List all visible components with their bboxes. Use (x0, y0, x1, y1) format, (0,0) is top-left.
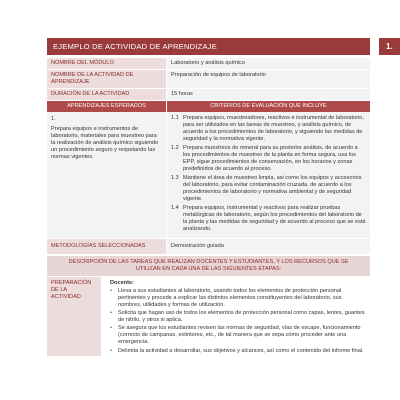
bullet-icon: • (110, 288, 112, 294)
criterio-text: Mantiene el área de muestreo limpia, asi como los equipos y accesorios del laboratorio, para evitar contaminación cruzada, de acuerdo a los procedimientos de laboratorio y normativa ambiental y de seguridad vigente. (183, 175, 362, 202)
activity-table (47, 58, 370, 356)
criterios-header: CRITERIOS DE EVALUACIÓN QUE INCLUYE (167, 101, 370, 112)
list-item (110, 310, 366, 324)
preparacion-label: PREPARACIÓN DE LA ACTIVIDAD (47, 277, 102, 356)
criterios-cell (167, 112, 370, 238)
criterio-item (171, 205, 366, 233)
bullet-text: Solicita que hagan uso de todos los elementos de protección personal como capas, lentes, guantes de nitrilo, y otros si aplica. (118, 310, 365, 324)
bullet-icon: • (110, 347, 112, 354)
aprendizaje-text: Prepara equipos e instrumentos de laboratorio, materiales para muestreo para la realización de análisis químico siguiendo un procedimiento seguro y respetando las normas vigentes. (51, 126, 159, 160)
criterio-text: Prepara muestreos de mineral para su posterior análisis, de acuerdo a los procedimientos de muestreo de la planta en forma segura, usa los EPP, sigue procedimientos de conservación, en los horarios y zonas predefinidos de acuerdo al proceso. (183, 145, 358, 172)
info-label: NOMBRE DEL MÓDULO (47, 58, 167, 70)
preparacion-row (47, 277, 370, 356)
criterio-text: Prepara equipos, instrumental y reactivos para realizar pruebas metalúrgicas de laboratorio, según los procedimientos del laboratorio de la planta y las medidas de seguridad y de acuerdo al proceso que se está analizando. (183, 205, 366, 232)
aprendizaje-cell (47, 112, 167, 238)
criterio-item (171, 145, 366, 173)
list-item (110, 325, 366, 346)
descripcion-header: DESCRIPCIÓN DE LAS TAREAS QUE REALIZAN DOCENTES Y ESTUDIANTES, Y LOS RECURSOS QUE SE UTILIZAN EN CADA UNA DE LAS SIGUIENTES ETAPAS: (47, 256, 370, 276)
metodologias-label: METODOLOGÍAS SELECCIONADAS (47, 239, 167, 255)
page-number: 1. (379, 38, 400, 55)
criterio-number: 1.1 (171, 115, 179, 121)
table-header-row (47, 101, 370, 112)
bullet-text: Delimita la actividad a desarrollar, sus objetivos y alcances, así como el contenido del informe final. (118, 347, 364, 354)
info-value: 15 horas (167, 89, 370, 101)
info-label: DURACIÓN DE LA ACTIVIDAD (47, 89, 167, 101)
preparacion-content (102, 277, 370, 356)
bullet-text: Se asegura que los estudiantes revisen las normas de seguridad, vías de escape, funcionamiento (correcto de campanas, extintores, etc., de tal manera que se sepa cómo proceder ante una emergencia. (118, 325, 361, 346)
bullet-icon: • (110, 310, 112, 317)
info-label: NOMBRE DE LA ACTIVIDAD DE APRENDIZAJE (47, 70, 167, 89)
metodologias-row (47, 239, 370, 255)
info-row-modulo (47, 58, 370, 70)
bullet-icon: • (110, 325, 112, 332)
aprendizajes-header: APRENDIZAJES ESPERADOS (47, 101, 167, 112)
bullet-text: Lleva a sus estudiantes al laboratorio, usando todos los elementos de protección personal pertinentes y procede a explicar las distintos elementos constituyentes del laboratorio, sus nombres, utilidades y formas de utilización. (118, 288, 342, 308)
aprendizaje-number: 1. (51, 116, 56, 122)
criterio-number: 1.3 (171, 175, 179, 181)
metodologias-value: Demostración guiada (167, 239, 370, 255)
preparacion-title: Docente: (110, 280, 134, 286)
list-item (110, 348, 366, 355)
criterio-number: 1.2 (171, 145, 179, 151)
activity-header (47, 38, 370, 55)
list-item (110, 288, 366, 309)
criterio-text: Prepara equipos, muestreadores, reactivos e instrumental de laboratorio, para ser utilizados en las tareas de muestreo, y análisis químico, de acuerdo a los procedimientos de laboratorio, y siguiendo las medidas de seguridad y la normativa vigente. (183, 115, 364, 142)
info-row-actividad (47, 70, 370, 89)
info-row-duracion (47, 89, 370, 101)
activity-header-title: EJEMPLO DE ACTIVIDAD DE APRENDIZAJE (53, 42, 217, 51)
criterio-number: 1.4 (171, 205, 179, 211)
info-value: Laboratorio y análisis químico (167, 58, 370, 70)
criterio-item (171, 115, 366, 143)
info-value: Preparación de equipos de laboratorio (167, 70, 370, 89)
criterio-item (171, 175, 366, 203)
aprendizaje-criterios-row (47, 112, 370, 238)
